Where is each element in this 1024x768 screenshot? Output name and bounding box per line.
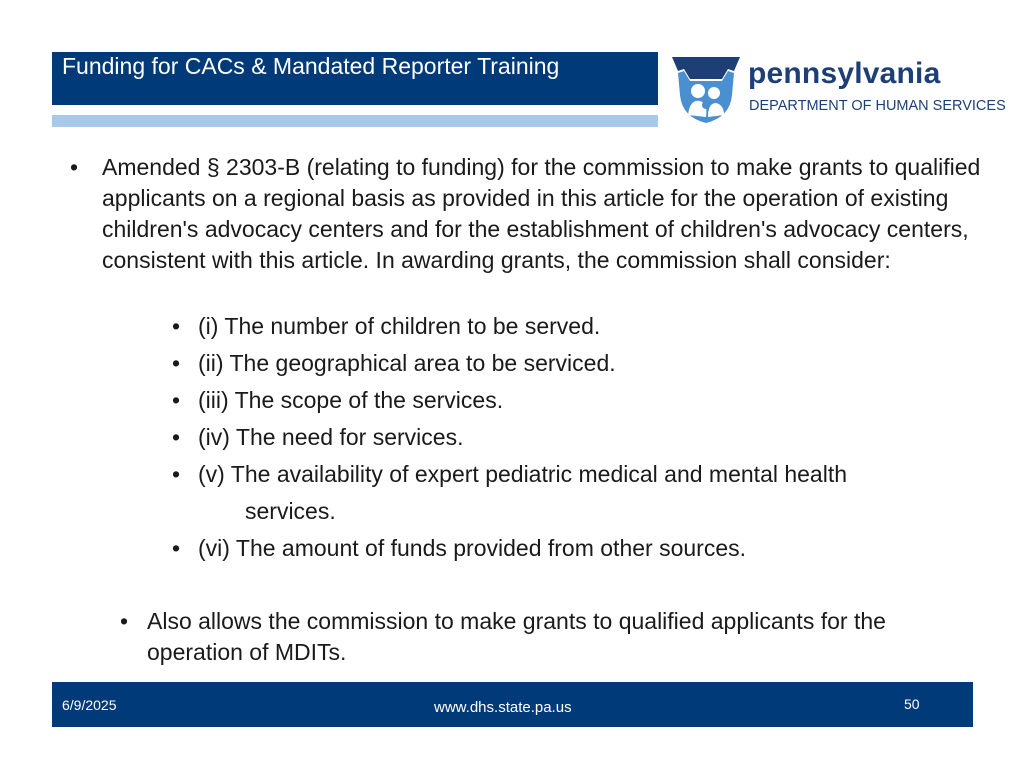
bullet-marker: • <box>70 154 79 180</box>
sub-item-text: (ii) The geographical area to be serviced. <box>198 350 616 376</box>
sub-item-continuation: services. <box>245 498 336 524</box>
second-bullet-text: Also allows the commission to make grants to qualified applicants for the operation of MDITs. <box>147 608 886 665</box>
sub-bullet-marker: • <box>172 461 181 487</box>
title-bar <box>52 52 658 105</box>
sub-bullet-marker: • <box>172 424 181 450</box>
logo-name: pennsylvania <box>748 57 941 90</box>
page-number: 50 <box>904 696 920 712</box>
sub-item-text: (v) The availability of expert pediatric medical and mental health <box>198 461 848 487</box>
sub-item <box>172 348 616 379</box>
slide-title: Funding for CACs & Mandated Reporter Training <box>62 53 560 79</box>
sub-bullet-marker: • <box>172 387 181 413</box>
bullet-marker: • <box>120 608 129 634</box>
sub-item-text: (i) The number of children to be served. <box>198 313 601 339</box>
sub-item-text: (iv) The need for services. <box>198 424 464 450</box>
logo-department: DEPARTMENT OF HUMAN SERVICES <box>749 98 1006 114</box>
sub-bullet-marker: • <box>172 535 181 561</box>
sub-item <box>172 459 847 490</box>
sub-bullet-marker: • <box>172 313 181 339</box>
sub-item <box>172 385 503 416</box>
sub-item <box>172 311 600 342</box>
title-underline <box>52 115 658 127</box>
pa-dhs-logo <box>670 52 1010 127</box>
sub-item <box>172 533 746 564</box>
main-bullet-text: Amended § 2303-B (relating to funding) for the commission to make grants to qualified applicants on a regional basis as provided in this article for the operation of existing children's advocacy centers and for the establishment of children's advocacy centers, consistent with this article. In awarding grants, the commission shall consider: <box>102 154 981 273</box>
sub-item <box>172 422 463 453</box>
keystone-family-icon <box>670 55 742 125</box>
footer-bar <box>52 682 973 727</box>
sub-item-text: (vi) The amount of funds provided from other sources. <box>198 535 747 561</box>
sub-item-text: (iii) The scope of the services. <box>198 387 504 413</box>
footer-url[interactable]: www.dhs.state.pa.us <box>434 699 572 716</box>
footer-date: 6/9/2025 <box>62 697 117 713</box>
sub-bullet-marker: • <box>172 350 181 376</box>
